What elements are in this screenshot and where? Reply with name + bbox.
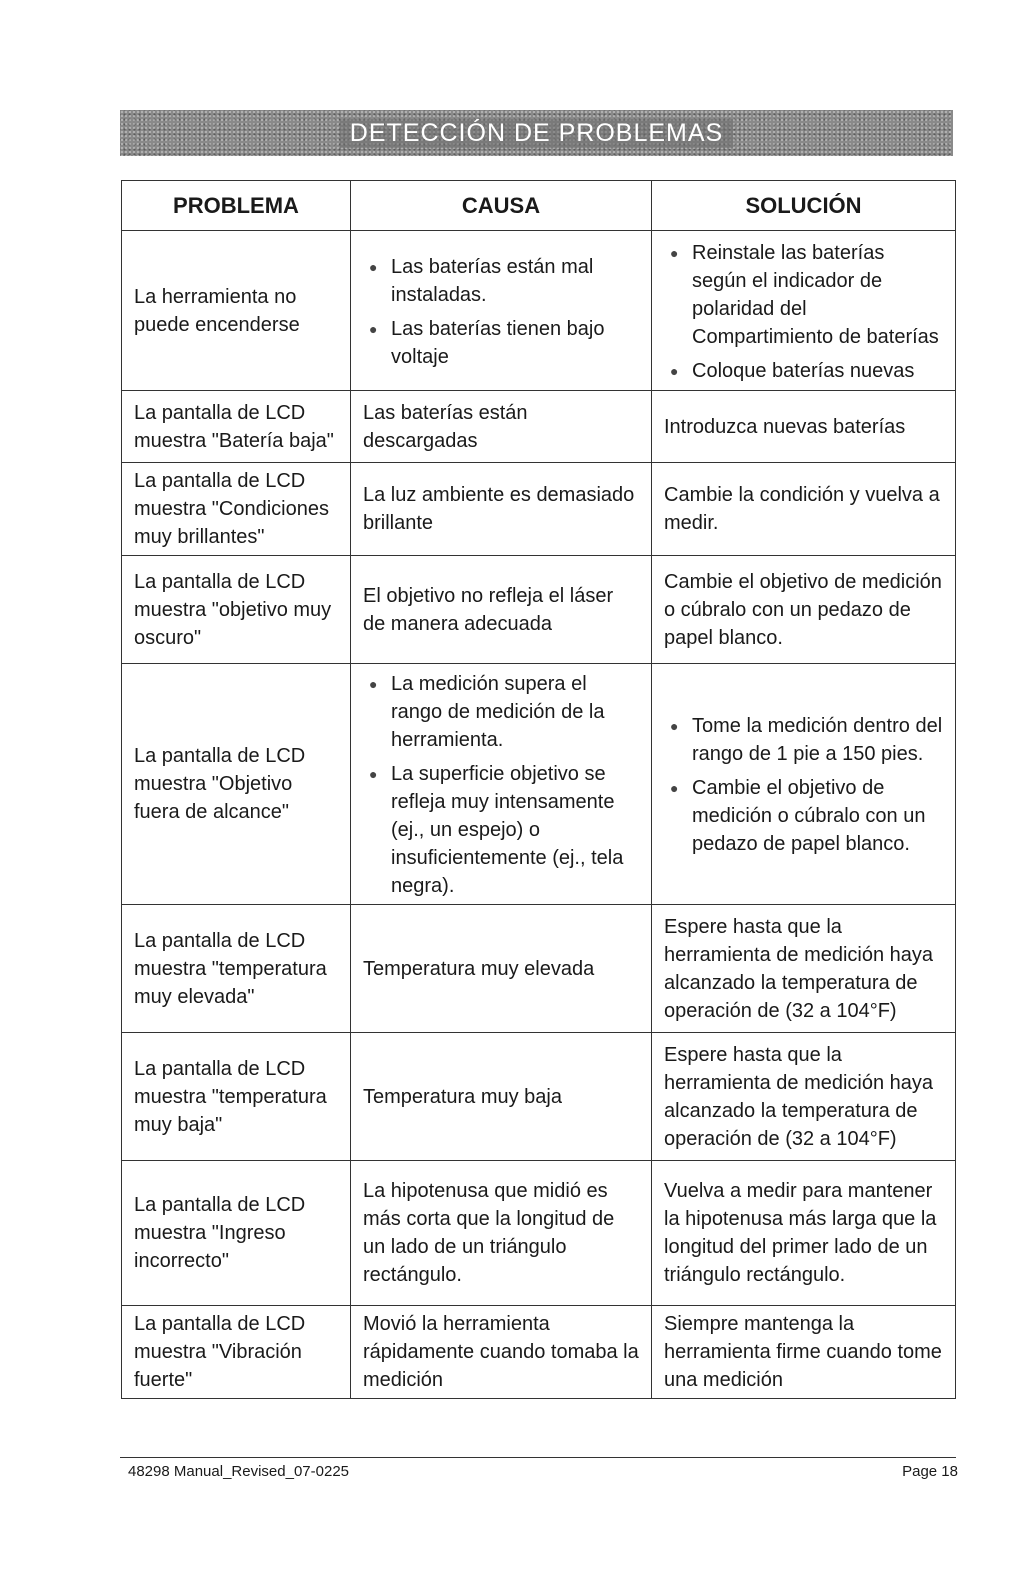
cause-cell (351, 231, 652, 391)
list-item (664, 774, 943, 858)
problem-cell: La pantalla de LCD muestra "Vibración fuerte" (122, 1306, 351, 1399)
bullet-icon: ● (670, 780, 679, 796)
header-solution: SOLUCIÓN (652, 181, 956, 231)
problem-cell: La pantalla de LCD muestra "Batería baja" (122, 391, 351, 463)
solution-cell: Cambie el objetivo de medición o cúbralo con un pedazo de papel blanco. (652, 556, 956, 664)
problem-cell: La herramienta no puede encenderse (122, 231, 351, 391)
solution-cell: Introduzca nuevas baterías (652, 391, 956, 463)
list-item (664, 712, 943, 768)
list-item-text: La medición supera el rango de medición de la herramienta. (391, 673, 605, 751)
list-item-text: Cambie el objetivo de medición o cúbralo con un pedazo de papel blanco. (692, 777, 926, 855)
footer-manual-id: 48298 Manual_Revised_07-0225 (128, 1463, 350, 1480)
bullet-icon: ● (670, 362, 679, 379)
list-item (363, 315, 639, 371)
footer-divider (120, 1457, 956, 1458)
table-row (122, 664, 956, 905)
list-item-text: Las baterías están mal instaladas. (391, 255, 594, 306)
bullet-icon: ● (369, 320, 378, 337)
section-banner (120, 110, 953, 156)
problem-cell: La pantalla de LCD muestra "temperatura muy elevada" (122, 905, 351, 1033)
list-item (363, 760, 639, 900)
problem-cell: La pantalla de LCD muestra "temperatura muy baja" (122, 1033, 351, 1161)
bullet-icon: ● (369, 258, 378, 275)
list-item-text: Coloque baterías nuevas (692, 359, 915, 382)
table-row (122, 463, 956, 556)
list-item (363, 670, 639, 754)
section-title: DETECCIÓN DE PROBLEMAS (340, 119, 733, 148)
solution-cell-list (664, 712, 943, 858)
cause-cell-list (363, 670, 639, 900)
list-item-text: La superficie objetivo se refleja muy intensamente (ej., un espejo) o insuficientemente (ej., tela negra). (391, 763, 624, 897)
cause-cell: Movió la herramienta rápidamente cuando tomaba la medición (351, 1306, 652, 1399)
problem-cell: La pantalla de LCD muestra "objetivo muy oscuro" (122, 556, 351, 664)
bullet-icon: ● (670, 718, 679, 734)
bullet-icon: ● (369, 676, 378, 692)
solution-cell: Cambie la condición y vuelva a medir. (652, 463, 956, 556)
cause-cell: Temperatura muy elevada (351, 905, 652, 1033)
cause-cell: Las baterías están descargadas (351, 391, 652, 463)
cause-cell: El objetivo no refleja el láser de manera adecuada (351, 556, 652, 664)
problem-cell: La pantalla de LCD muestra "Ingreso incorrecto" (122, 1161, 351, 1306)
table-header-row (122, 181, 956, 231)
table-row (122, 1306, 956, 1399)
solution-cell: Vuelva a medir para mantener la hipotenusa más larga que la longitud del primer lado de un triángulo rectángulo. (652, 1161, 956, 1306)
cause-cell (351, 664, 652, 905)
table-body (122, 231, 956, 1399)
troubleshooting-table (121, 180, 956, 1399)
list-item (363, 253, 639, 309)
list-item-text: Reinstale las baterías según el indicador de polaridad del Compartimiento de baterías (692, 241, 939, 348)
solution-cell: Siempre mantenga la herramienta firme cuando tome una medición (652, 1306, 956, 1399)
problem-cell: La pantalla de LCD muestra "Condiciones muy brillantes" (122, 463, 351, 556)
cause-cell: La luz ambiente es demasiado brillante (351, 463, 652, 556)
table-row (122, 391, 956, 463)
problem-cell: La pantalla de LCD muestra "Objetivo fuera de alcance" (122, 664, 351, 905)
table-row (122, 1161, 956, 1306)
solution-cell (652, 231, 956, 391)
cause-cell: La hipotenusa que midió es más corta que la longitud de un lado de un triángulo rectángulo. (351, 1161, 652, 1306)
bullet-icon: ● (369, 766, 378, 782)
list-item (664, 357, 943, 385)
footer-page-number: Page 18 (902, 1463, 958, 1480)
table-row (122, 231, 956, 391)
solution-cell (652, 664, 956, 905)
solution-cell: Espere hasta que la herramienta de medición haya alcanzado la temperatura de operación de (32 a 104°F) (652, 905, 956, 1033)
header-problem: PROBLEMA (122, 181, 351, 231)
list-item-text: Las baterías tienen bajo voltaje (391, 317, 605, 368)
cause-cell: Temperatura muy baja (351, 1033, 652, 1161)
table-row (122, 556, 956, 664)
table-row (122, 905, 956, 1033)
list-item-text: Tome la medición dentro del rango de 1 pie a 150 pies. (692, 715, 943, 765)
bullet-icon: ● (670, 244, 679, 261)
header-cause: CAUSA (351, 181, 652, 231)
solution-cell-list (664, 239, 943, 385)
list-item (664, 239, 943, 351)
table-row (122, 1033, 956, 1161)
solution-cell: Espere hasta que la herramienta de medición haya alcanzado la temperatura de operación de (32 a 104°F) (652, 1033, 956, 1161)
cause-cell-list (363, 253, 639, 371)
